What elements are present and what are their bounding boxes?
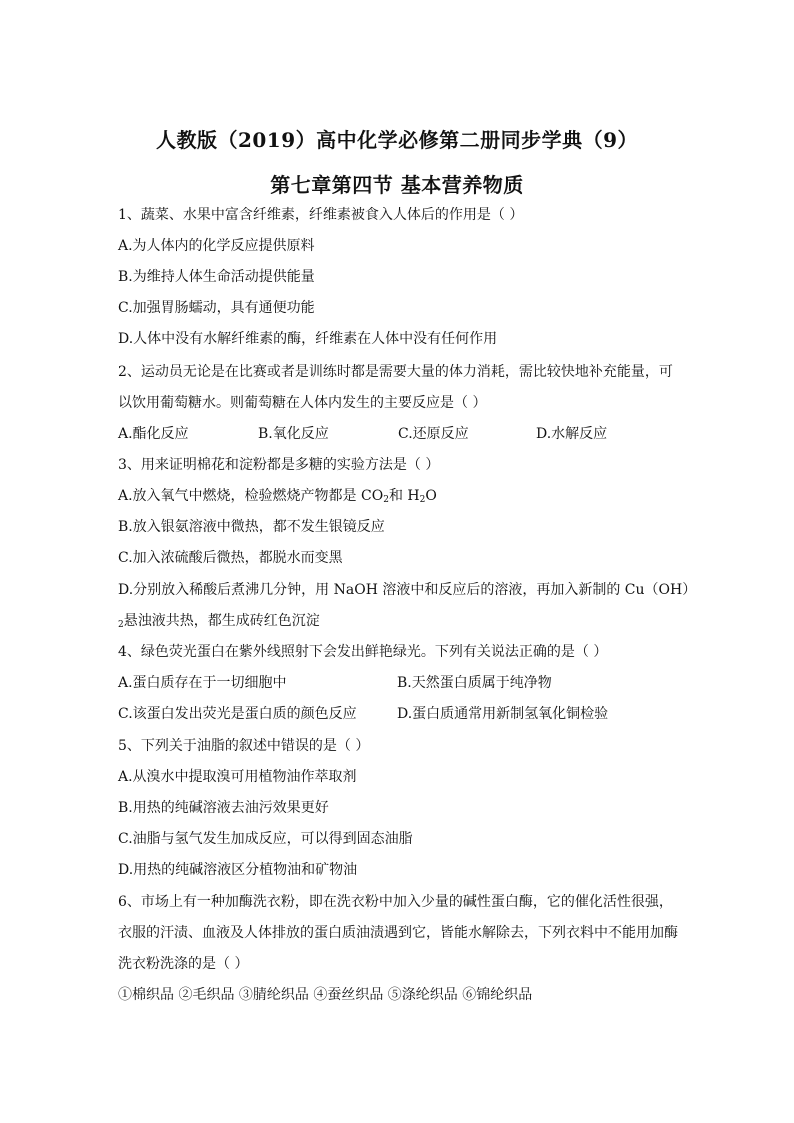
question-2-option-c: C.还原反应 [398, 426, 469, 442]
question-4-option-b: B.天然蛋白质属于纯净物 [397, 675, 552, 691]
question-3-stem: 3、用来证明棉花和淀粉都是多糖的实验方法是（ ） [118, 457, 440, 473]
question-5-option-c: C.油脂与氢气发生加成反应，可以得到固态油脂 [118, 831, 413, 847]
document-subtitle: 第七章第四节 基本营养物质 [270, 173, 524, 197]
question-5-option-a: A.从溴水中提取溴可用植物油作萃取剂 [118, 769, 357, 785]
question-6-items: ①棉织品 ②毛织品 ③腈纶织品 ④蚕丝织品 ⑤涤纶织品 ⑥锦纶织品 [118, 987, 533, 1003]
question-5-option-b: B.用热的纯碱溶液去油污效果更好 [118, 800, 329, 816]
question-4-option-c: C.该蛋白发出荧光是蛋白质的颜色反应 [118, 706, 357, 722]
subscript: 2 [118, 620, 124, 630]
subscript: 2 [419, 495, 426, 505]
question-3-option-a [118, 486, 437, 510]
question-1-option-a: A.为人体内的化学反应提供原料 [118, 238, 315, 254]
question-2-stem-line-1: 2、运动员无论是在比赛或者是训练时都是需要大量的体力消耗，需比较快地补充能量，可 [118, 364, 673, 380]
question-3-option-c: C.加入浓硫酸后微热，都脱水而变黑 [118, 550, 343, 566]
question-2-option-a: A.酯化反应 [118, 426, 189, 442]
question-3-option-b: B.放入银氨溶液中微热，都不发生银镜反应 [118, 519, 385, 535]
question-4-option-a: A.蛋白质存在于一切细胞中 [118, 675, 287, 691]
question-4-stem: 4、绿色荧光蛋白在紫外线照射下会发出鲜艳绿光。下列有关说法正确的是（ ） [118, 644, 608, 660]
question-1-option-b: B.为维持人体生命活动提供能量 [118, 269, 315, 285]
question-3-option-d-line-2 [118, 611, 320, 635]
question-1-option-c: C.加强胃肠蠕动，具有通便功能 [118, 300, 315, 316]
option-d-continuation: 悬浊液共热，都生成砖红色沉淀 [123, 613, 320, 629]
question-4-option-d: D.蛋白质通常用新制氢氧化铜检验 [397, 706, 609, 722]
option-a-text-mid: 和 H [388, 488, 420, 504]
question-6-stem-line-2: 衣服的汗渍、血液及人体排放的蛋白质油渍遇到它，皆能水解除去，下列衣料中不能用加酶 [118, 925, 678, 941]
option-a-text: A.放入氧气中燃烧，检验燃烧产物都是 CO [118, 488, 384, 504]
subscript: 2 [383, 495, 389, 505]
question-5-option-d: D.用热的纯碱溶液区分植物油和矿物油 [118, 862, 358, 878]
question-2-option-b: B.氧化反应 [258, 426, 329, 442]
question-6-stem-line-3: 洗衣粉洗涤的是（ ） [118, 956, 249, 972]
question-2-option-d: D.水解反应 [536, 426, 608, 442]
question-1-stem: 1、蔬菜、水果中富含纤维素，纤维素被食入人体后的作用是（ ） [118, 207, 524, 223]
question-1-option-d: D.人体中没有水解纤维素的酶，纤维素在人体中没有任何作用 [118, 331, 498, 347]
question-5-stem: 5、下列关于油脂的叙述中错误的是（ ） [118, 738, 370, 754]
question-2-stem-line-2: 以饮用葡萄糖水。则葡萄糖在人体内发生的主要反应是（ ） [118, 395, 487, 411]
question-6-stem-line-1: 6、市场上有一种加酶洗衣粉，即在洗衣粉中加入少量的碱性蛋白酶，它的催化活性很强， [118, 894, 673, 910]
option-a-text-end: O [425, 488, 437, 504]
document-title: 人教版（2019）高中化学必修第二册同步学典（9） [155, 128, 639, 152]
question-3-option-d-line-1: D.分别放入稀酸后煮沸几分钟，用 NaOH 溶液中和反应后的溶液，再加入新制的 Cu（OH） [118, 582, 697, 598]
